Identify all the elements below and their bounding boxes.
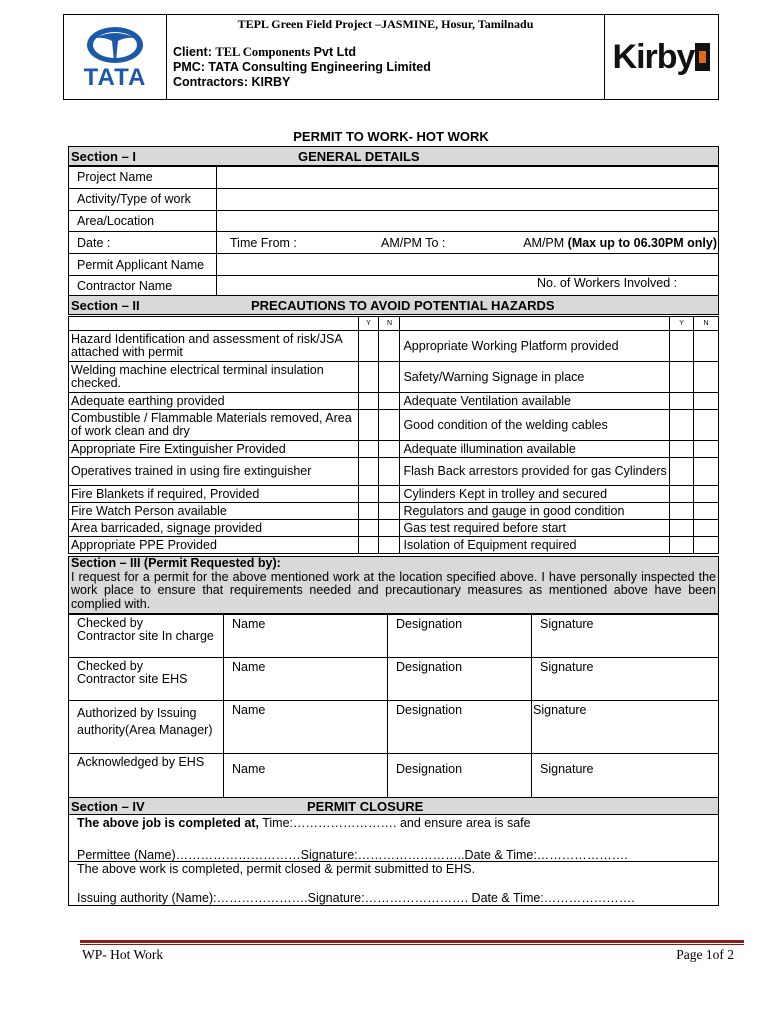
designation-label: Designation — [396, 762, 463, 776]
ampm-max-label — [523, 236, 717, 250]
project-title: TEPL Green Field Project –JASMINE, Hosur, Tamilnadu — [237, 17, 534, 31]
precaution-left-no-checkbox[interactable] — [379, 362, 400, 393]
document-header — [63, 14, 719, 100]
precaution-left-no-checkbox[interactable] — [379, 410, 400, 441]
activity-label: Activity/Type of work — [69, 188, 217, 210]
completion-line — [77, 816, 531, 830]
signature-label: Signature — [533, 703, 587, 717]
client-label: Client: — [173, 45, 216, 59]
precaution-left-label: Appropriate Fire Extinguisher Provided — [69, 441, 359, 458]
approver-role — [69, 754, 224, 799]
precaution-right-label: Gas test required before start — [400, 520, 670, 537]
footer-rule-thin — [80, 944, 744, 945]
table-row — [69, 701, 719, 754]
precaution-right-no-checkbox[interactable] — [694, 410, 719, 441]
table-row — [69, 317, 719, 331]
table-row — [69, 754, 719, 799]
area-label: Area/Location — [69, 210, 217, 232]
table-row — [69, 362, 719, 393]
closure-completion-box — [68, 815, 719, 862]
designation-label: Designation — [396, 703, 463, 717]
name-label: Name — [232, 617, 266, 631]
table-row — [69, 486, 719, 503]
section-1-header — [68, 146, 719, 166]
precaution-left-yes-checkbox[interactable] — [358, 362, 379, 393]
workers-label: No. of Workers Involved : — [537, 275, 678, 290]
precaution-right-no-checkbox[interactable] — [694, 537, 719, 554]
area-field[interactable] — [217, 210, 719, 232]
precaution-left-yes-checkbox[interactable] — [358, 520, 379, 537]
kirby-mark-icon — [695, 43, 710, 71]
precaution-right-label: Flash Back arrestors provided for gas Cylinders — [400, 458, 670, 486]
table-row — [69, 232, 719, 254]
section-1-title: GENERAL DETAILS — [298, 149, 420, 164]
precaution-right-label: Isolation of Equipment required — [400, 537, 670, 554]
contractors-line: Contractors: KIRBY — [173, 75, 291, 89]
max-time-note: (Max up to 06.30PM only) — [567, 236, 717, 251]
applicant-field[interactable] — [217, 254, 719, 276]
table-row — [69, 615, 719, 658]
precaution-left-label: Combustible / Flammable Materials removed, Area of work clean and dry — [69, 410, 359, 441]
precaution-left-label: Operatives trained in using fire extinguisher — [69, 458, 359, 486]
precaution-right-no-checkbox[interactable] — [694, 362, 719, 393]
precaution-right-yes-checkbox[interactable] — [670, 410, 694, 441]
footer-doc-name: WP- Hot Work — [82, 947, 164, 962]
ampm-text: AM/PM — [523, 236, 565, 251]
form-title: PERMIT TO WORK- HOT WORK — [293, 129, 489, 144]
date-label: Date : — [69, 232, 217, 254]
signature-field[interactable] — [532, 754, 719, 799]
time-from-label: Time From : — [230, 236, 297, 251]
section-3-label: Section – III (Permit Requested by): — [71, 556, 281, 570]
precaution-left-yes-checkbox[interactable] — [358, 441, 379, 458]
no-column-header: N — [694, 317, 719, 331]
precaution-left-no-checkbox[interactable] — [379, 441, 400, 458]
designation-label: Designation — [396, 617, 463, 631]
issuing-authority-line[interactable]: Issuing authority (Name):………………….Signature:……………………. Date & Time:…………………. — [77, 891, 635, 905]
kirby-logo-text: Kirby — [612, 37, 695, 76]
activity-field[interactable] — [217, 188, 719, 210]
section-4-header — [68, 797, 719, 815]
ampm-to-label: AM/PM To : — [381, 236, 446, 251]
precaution-right-label: Good condition of the welding cables — [400, 410, 670, 441]
precaution-right-yes-checkbox[interactable] — [670, 458, 694, 486]
general-details-table — [68, 166, 719, 298]
kirby-logo — [605, 15, 718, 99]
table-row — [69, 410, 719, 441]
tata-emblem-icon — [85, 25, 145, 65]
precautions-table — [68, 316, 719, 554]
closure-issuing-box — [68, 862, 719, 906]
name-field[interactable] — [224, 701, 388, 754]
section-4-title: PERMIT CLOSURE — [307, 799, 424, 814]
table-row — [69, 167, 719, 189]
name-field[interactable] — [224, 615, 388, 658]
precaution-left-yes-checkbox[interactable] — [358, 537, 379, 554]
precaution-right-yes-checkbox[interactable] — [670, 331, 694, 362]
precaution-right-no-checkbox[interactable] — [694, 486, 719, 503]
precaution-left-yes-checkbox[interactable] — [358, 410, 379, 441]
approver-role — [69, 701, 224, 754]
header-details — [167, 15, 605, 99]
precaution-left-no-checkbox[interactable] — [379, 520, 400, 537]
designation-label: Designation — [396, 660, 463, 674]
precaution-left-label: Welding machine electrical terminal insulation checked. — [69, 362, 359, 393]
precaution-right-no-checkbox[interactable] — [694, 393, 719, 410]
designation-field[interactable] — [388, 754, 532, 799]
precaution-left-no-checkbox[interactable] — [379, 393, 400, 410]
precaution-right-yes-checkbox[interactable] — [670, 520, 694, 537]
permittee-line[interactable]: Permittee (Name)…………………………Signature:……………………..Date & Time:…………………. — [77, 848, 628, 862]
precaution-right-yes-checkbox[interactable] — [670, 537, 694, 554]
section-3-box — [68, 556, 719, 614]
precaution-left-yes-checkbox[interactable] — [358, 458, 379, 486]
precaution-right-yes-checkbox[interactable] — [670, 486, 694, 503]
approver-role-line1: Acknowledged by EHS — [77, 755, 205, 769]
approvals-table — [68, 614, 719, 799]
signature-field[interactable] — [532, 658, 719, 701]
section-2-title: PRECAUTIONS TO AVOID POTENTIAL HAZARDS — [251, 298, 555, 313]
name-label: Name — [232, 762, 266, 776]
section-3-declaration: I request for a permit for the above mentioned work at the location specified above. I have personally inspected the work place to ensure that requirements needed and precautionary measures as mentioned above have been complied with. — [71, 569, 716, 611]
precaution-right-label: Adequate illumination available — [400, 441, 670, 458]
section-2-header — [68, 295, 719, 315]
precaution-right-label: Cylinders Kept in trolley and secured — [400, 486, 670, 503]
precaution-right-label: Adequate Ventilation available — [400, 393, 670, 410]
precaution-left-yes-checkbox[interactable] — [358, 503, 379, 520]
signature-label: Signature — [540, 660, 594, 674]
designation-field[interactable] — [388, 658, 532, 701]
precaution-right-label: Appropriate Working Platform provided — [400, 331, 670, 362]
tata-logo-text: TATA — [83, 64, 147, 91]
client-line — [173, 45, 431, 60]
tata-logo — [64, 15, 167, 99]
approver-role-line1: Authorized by Issuing — [77, 706, 197, 720]
precaution-left-no-checkbox[interactable] — [379, 503, 400, 520]
designation-field[interactable] — [388, 701, 532, 754]
precaution-right-no-checkbox[interactable] — [694, 331, 719, 362]
name-label: Name — [232, 660, 266, 674]
precaution-left-label: Fire Watch Person available — [69, 503, 359, 520]
approver-role — [69, 658, 224, 701]
approver-role — [69, 615, 224, 658]
precaution-right-yes-checkbox[interactable] — [670, 503, 694, 520]
contractor-label: Contractor Name — [69, 275, 217, 297]
client-name: TEL Components — [215, 45, 311, 59]
table-row — [69, 520, 719, 537]
precaution-left-label: Appropriate PPE Provided — [69, 537, 359, 554]
precaution-left-yes-checkbox[interactable] — [358, 393, 379, 410]
applicant-label: Permit Applicant Name — [69, 254, 217, 276]
precaution-left-label: Area barricaded, signage provided — [69, 520, 359, 537]
approver-role-line2: Contractor site EHS — [77, 672, 188, 686]
precaution-right-yes-checkbox[interactable] — [670, 362, 694, 393]
signature-label: Signature — [540, 617, 594, 631]
precaution-left-no-checkbox[interactable] — [379, 458, 400, 486]
table-row — [69, 331, 719, 362]
precaution-right-label: Regulators and gauge in good condition — [400, 503, 670, 520]
precaution-left-no-checkbox[interactable] — [379, 331, 400, 362]
project-name-field[interactable] — [217, 167, 719, 189]
table-row — [69, 503, 719, 520]
precaution-left-no-checkbox[interactable] — [379, 537, 400, 554]
precaution-left-label: Adequate earthing provided — [69, 393, 359, 410]
table-row — [69, 393, 719, 410]
approver-role-line2: authority(Area Manager) — [77, 723, 213, 737]
pmc-line: PMC: TATA Consulting Engineering Limited — [173, 60, 431, 74]
precaution-right-yes-checkbox[interactable] — [670, 441, 694, 458]
name-field[interactable] — [224, 754, 388, 799]
signature-label: Signature — [540, 762, 594, 776]
section-2-label: Section – II — [71, 298, 140, 313]
contractor-field[interactable] — [217, 275, 719, 297]
precaution-left-yes-checkbox[interactable] — [358, 331, 379, 362]
yes-column-header: Y — [358, 317, 379, 331]
client-suffix: Pvt Ltd — [310, 45, 357, 59]
precaution-left-label: Hazard Identification and assessment of risk/JSA attached with permit — [69, 331, 359, 362]
table-row — [69, 441, 719, 458]
table-row — [69, 658, 719, 701]
section-4-label: Section – IV — [71, 799, 145, 814]
table-row — [69, 188, 719, 210]
table-row — [69, 210, 719, 232]
designation-field[interactable] — [388, 615, 532, 658]
precaution-left-label: Fire Blankets if required, Provided — [69, 486, 359, 503]
time-field[interactable] — [217, 232, 719, 254]
signature-field[interactable] — [532, 701, 719, 754]
project-name-label: Project Name — [69, 167, 217, 189]
name-field[interactable] — [224, 658, 388, 701]
name-label: Name — [232, 703, 266, 717]
precaution-right-no-checkbox[interactable] — [694, 458, 719, 486]
table-row — [69, 458, 719, 486]
approver-role-line1: Checked by — [77, 616, 144, 630]
precaution-right-label: Safety/Warning Signage in place — [400, 362, 670, 393]
completion-time[interactable]: Time:……………………. and ensure area is safe — [258, 816, 531, 830]
closed-statement: The above work is completed, permit closed & permit submitted to EHS. — [77, 862, 476, 876]
approver-role-line1: Checked by — [77, 659, 144, 673]
precaution-left-no-checkbox[interactable] — [379, 486, 400, 503]
approver-role-line2: Contractor site In charge — [77, 629, 214, 643]
table-row — [69, 275, 719, 297]
precaution-right-no-checkbox[interactable] — [694, 520, 719, 537]
precaution-right-no-checkbox[interactable] — [694, 503, 719, 520]
precaution-right-no-checkbox[interactable] — [694, 441, 719, 458]
no-column-header: N — [379, 317, 400, 331]
footer-page-number: Page 1of 2 — [676, 947, 734, 962]
completion-label: The above job is completed at, — [77, 816, 259, 830]
table-row — [69, 537, 719, 554]
footer-rule — [80, 940, 744, 943]
table-row — [69, 254, 719, 276]
signature-field[interactable] — [532, 615, 719, 658]
precaution-left-yes-checkbox[interactable] — [358, 486, 379, 503]
yes-column-header: Y — [670, 317, 694, 331]
precaution-right-yes-checkbox[interactable] — [670, 393, 694, 410]
section-1-label: Section – I — [71, 149, 137, 164]
